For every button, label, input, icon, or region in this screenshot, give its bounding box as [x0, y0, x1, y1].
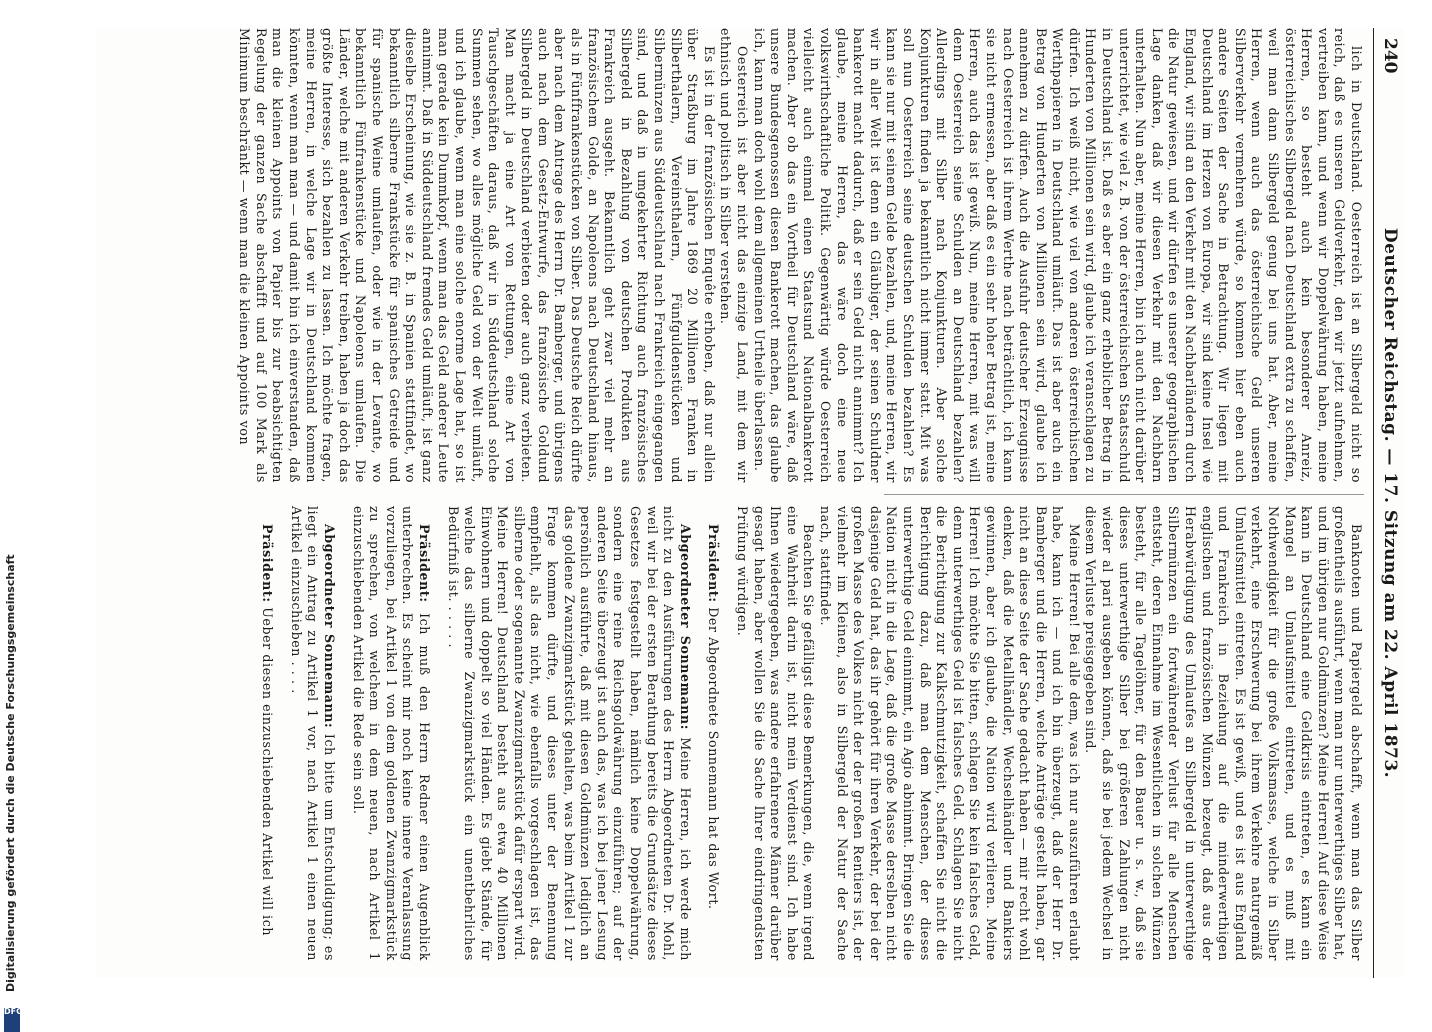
column-divider [884, 494, 1364, 495]
speaker-label: Abgeordneter Sonnemann: [321, 524, 337, 729]
paragraph: lich in Deutschland. Oesterreich ist an Silbergeld nicht so reich, daß es unseren Geldverkehr, den wir jetzt aufnehmen, vertreiben kann, und wenn wir Doppelwährung haben, meine Herren, so besteht auch kein besonderer Anreiz, österreichisches Silbergeld nach Deutschland extra zu schaffen, weil man dann Silbergeld genug bei uns hat. Aber, meine Herren, wenn auch das österreichische Geld unseren Silberverkehr vermehren würde, so kommen hier eben auch andere Seiten der Sache in Betrachtung. Wir liegen mit Deutschland im Herzen von Europa, wir sind keine Insel wie England, wir sind an den Verkehr mit den Nachbarländern durch die Natur gewiesen, und wir dürfen es unserer geographischen Lage danken, daß wir diesen Verkehr mit den Nachbarn unterhalten. Nun aber, meine Herren, bin ich auch nicht darüber unterrichtet, wie viel z. B. von der österreichischen Staatsschuld in Deutschland ist. Daß es aber ein ganz erheblicher Betrag in Hunderten von Millionen sein wird, glaube ich veranschlagen zu dürfen. Ich weiß nicht, wie viel von anderen österreichischen Werthpapieren in Deutschland umläuft. Das ist aber auch ein Betrag von Hunderten von Millionen sein wird, glaube ich annehmen zu dürfen. Auch die Ausfuhr deutscher Erzeugnisse nach Oesterreich ist ihrem Werthe nach beträchtlich, ich kann sie nicht ermessen, aber daß es ein sehr hoher Betrag ist, meine Herren, auch das ist gewiß. Nun, meine Herren, mit was will denn Oesterreich seine Schulden an Deutschland bezahlen? Allerdings mit Silber nach Konjunkturen. Aber solche Konjunkturen finden ja bekanntlich nicht immer statt. Mit was soll nun Oesterreich seine deutschen Schulden bezahlen? Es kann sie nur mit seinem Gelde bezahlen, und, meine Herren, wir wir in aller Welt ist denn ein Gläubiger, der seinen Schuldner bankerott macht dadurch, daß er sein Geld nicht annimmt? Ich glaube, meine Herren, das wäre doch eine neue volkswirthschaftliche Politik. Gegenwärtig würde Oesterreich vielleicht auch einmal einen Staatsund Nationalbankerott machen. Aber ob das ein Vortheil für Deutschland wäre, daß unsere Bundesgenossen diesen Bankerott machen, das glaube ich, kann man doch wohl dem allgemeinen Urtheile überlassen. [751, 28, 1364, 483]
left-column [104, 28, 1364, 483]
speech [349, 506, 432, 961]
speech [287, 506, 337, 961]
speech-text: Ich muß den Herrn Redner einen Augenblick unterbrechen. Es scheint mir noch keine innere Veranlassung vorzuliegen, bei Artikel 1 von dem goldenen Zwanzigmarkstück zu sprechen, von welchem in dem neuen, nach Artikel 1 einzuschiebenden Artikel die Rede sein soll. [350, 506, 432, 961]
paragraph: Oesterreich ist aber nicht das einzige Land, mit dem wir ethnisch und politisch in Silber verstehen. [718, 28, 751, 483]
speech-text: Ueber diesen einzuschiebenden Artikel will ich [260, 607, 276, 937]
rotated-page-content [96, 28, 1404, 978]
speech [259, 506, 276, 961]
right-column [104, 506, 1364, 961]
page-header [1373, 28, 1404, 978]
digitization-footer [4, 52, 23, 1016]
paragraph: Meine Herren! Bei alle dem, was ich nur auszuführen erlaubt habe, kann ich — und ich bin überzeugt, daß der Herr Dr. Bamberger und die Herren, welche Anträge gestellt haben, gar nicht an diese Seite der Sache gedacht haben — mir recht wohl denken, daß die Metallhändler, Wechselhändler und Bankiers gewinnen, aber ich glaube, die Nation wird verlieren. Meine Herren! Ich möchte Sie bitten, schlagen Sie kein falsches Geld, denn unterwerthiges Geld ist falsches Geld. Schlagen Sie nicht die Berichtigung zur Kalkschmutzigkeit, schaffen Sie nicht die Berichtigung dazu, daß man dem Menschen, der dieses unterwerthige Geld einnimmt, ein Agio abnimmt. Bringen Sie die Nation nicht in die Lage, daß die große Masse derselben nicht dasjenige Geld hat, das ihr gehört für ihren Verkehr, der bei der großen Masse des Volkes nicht der der großen Rentiers ist, der vielmehr im Kleinen, also in Silbergeld der Natur der Sache nach, stattfindet. [818, 506, 1082, 961]
speech-text: Der Abgeordnete Sonnemann hat das Wort. [706, 607, 722, 910]
speaker-label: Präsident: [260, 524, 276, 603]
paragraph: Beachten Sie gefälligst diese Bemerkungen, die, wenn irgend eine Wahrheit darin ist, nicht mein Verdienst sind. Ich habe Ihnen wiedergegeben, was andere erfahrenere Männer darüber gesagt haben, aber wollen Sie die Sache Ihrer eindringendsten Prüfung würdigen. [735, 506, 817, 961]
speaker-label: Abgeordneter Sonnemann: [677, 524, 693, 731]
speech-text: Meine Herren, ich werde mich nicht zu den Ausführungen des Herrn Abgeordneten Dr. Mohl, weil wir bei der ersten Berathung bereits die Grundsätze dieses Gesetzes festgestellt haben, nämlich keine Doppelwährung, sondern eine reine Reichsgoldwährung einzuführen; auf der anderen Seite überzeugt ist auch das, was ich bei jener Lesung persönlich ausführte, daß mit diesen Goldmünzen lediglich an das goldene Zwanzigmarkstück gehalten, was beim Artikel 1 zur Frage kommen dürfte, und dieses unter der Benennung empfiehlt, als das nicht, wie ebenfalls vorgeschlagen ist, das silberne oder sogenannte Zwanzigmarkstück dafür erspart wird. Meine Herren! Deutschland besteht aus etwa 40 Millionen Einwohnern und doppelt so viel Händen. Es giebt Stände, für welche das silberne Zwanzigmarkstück ein unentbehrliches Bedürfniß ist. . . . . . [445, 506, 693, 961]
speech-text: Ich bitte um Entschuldigung; es liegt ein Antrag zu Artikel 1 vor, nach Artikel 1 einen neuen Artikel einzuschieben . . . . [288, 506, 337, 961]
paragraph: Banknoten und Papiergeld abschafft, wenn man das Silber großentheils ausführt, wenn man nur unterwerthiges Silber hat, und im übrigen nur Goldmünzen? Meine Herren! Auf diese Weise kann in Deutschland eine Geldkrisis eintreten, es kann ein Mangel an Umlaufsmittel eintreten, und es muß mit Nothwendigkeit für die große Volksmasse, welche in Silber verkehrt, eine Erschwerung bei ihrem Verkehre naturgemäß Umlaufsmittel eintreten. Es ist gewiß, und es ist aus England und Frankreich in Beziehung auf die minderwerthigen englischen und französischen Münzen bezeugt, daß aus der Herabwürdigung des Umlaufes an Silbergeld in unterwerthige Silbermünzen ein fortwährender Verlust für alle Menschen entsteht, deren Einnahme im Wesentlichen in solchen Münzen besteht, für alle Tagelöhner, für den Bauer u. s. w., daß sie dieses unterwerthige Silber bei größeren Zahlungen nicht wieder al pari ausgeben können, daß sie bei jedem Wechsel in diesem Verluste preisgegeben sind. [1083, 506, 1364, 961]
page-number: 240 [1380, 38, 1400, 74]
speech [705, 506, 722, 961]
running-title: Deutscher Reichstag. — 17. Sitzung am 22. April 1873. [1380, 227, 1400, 779]
speaker-label: Präsident: [416, 524, 432, 603]
speech [444, 506, 693, 961]
dfg-logo: DFG [4, 1008, 20, 1032]
speaker-label: Präsident: [706, 524, 722, 603]
scanned-page [96, 28, 1404, 978]
paragraph: Es ist in der französischen Enquête erhoben, daß nur allein über Straßburg im Jahre 1869 20 Millionen Franken in Silberthalern, Vereinsthalern, Fünfguldenstücken und Silbermünzen aus Süddeutschland nach Frankreich eingegangen sind, und daß in umgekehrter Richtung auch französisches Silbergeld in Bezahlung von deutschen Produkten aus Frankreich ausgeht. Bekanntlich geht zwar viel mehr an französischem Golde, an Napoleons nach Deutschland hinaus, als in Fünffrankenstücken von Silber. Das Deutsche Reich dürfte aber nach dem Antrage des Herrn Dr. Bamberger, und übrigens auch nach dem Gesetz-Entwurfe, das französische Goldund Silbergeld in Deutschland verbieten oder auch ganz verbieten. Man macht ja eine Art von Rettungen, eine Art von Tauschgeschäften daraus, daß wir in Süddeutschland solche Summen sehen, wo alles mögliche Geld von der Welt umläuft, und ich glaube, wenn man eine solche enorme Lage hat, so ist man gerade kein Dummkopf, wenn man das Geld anderer Leute annimmt. Daß in Süddeutschland fremdes Geld umläuft, ist ganz dieselbe Erscheinung, wie sie z. B. in Spanien stattfindet, wo bekanntlich silberne Frankstücke für spanisches Getreide und für spanische Weine umlaufen, oder wie in der Levante, wo bekanntlich Fünfrankenstücke und Napoleons umlaufen. Die Länder, welche mit anderen Verkehr treiben, haben ja doch das größte Interesse, sich bezahlen zu lassen. Ich möchte fragen, meine Herren, in welche Lage wir in Deutschland kommen könnten, wenn man man — und damit bin ich einverstanden, daß man die kleinen Appoints von Papier bis zur beabsichtigten Regelung der ganzen Sache abschafft und auf 100 Mark als Minimum beschränkt — wenn man die kleinen Appoints von [237, 28, 717, 483]
digitization-notice: Digitalisierung gefördert durch die Deutsche Forschungsgemeinschaft [4, 554, 17, 992]
